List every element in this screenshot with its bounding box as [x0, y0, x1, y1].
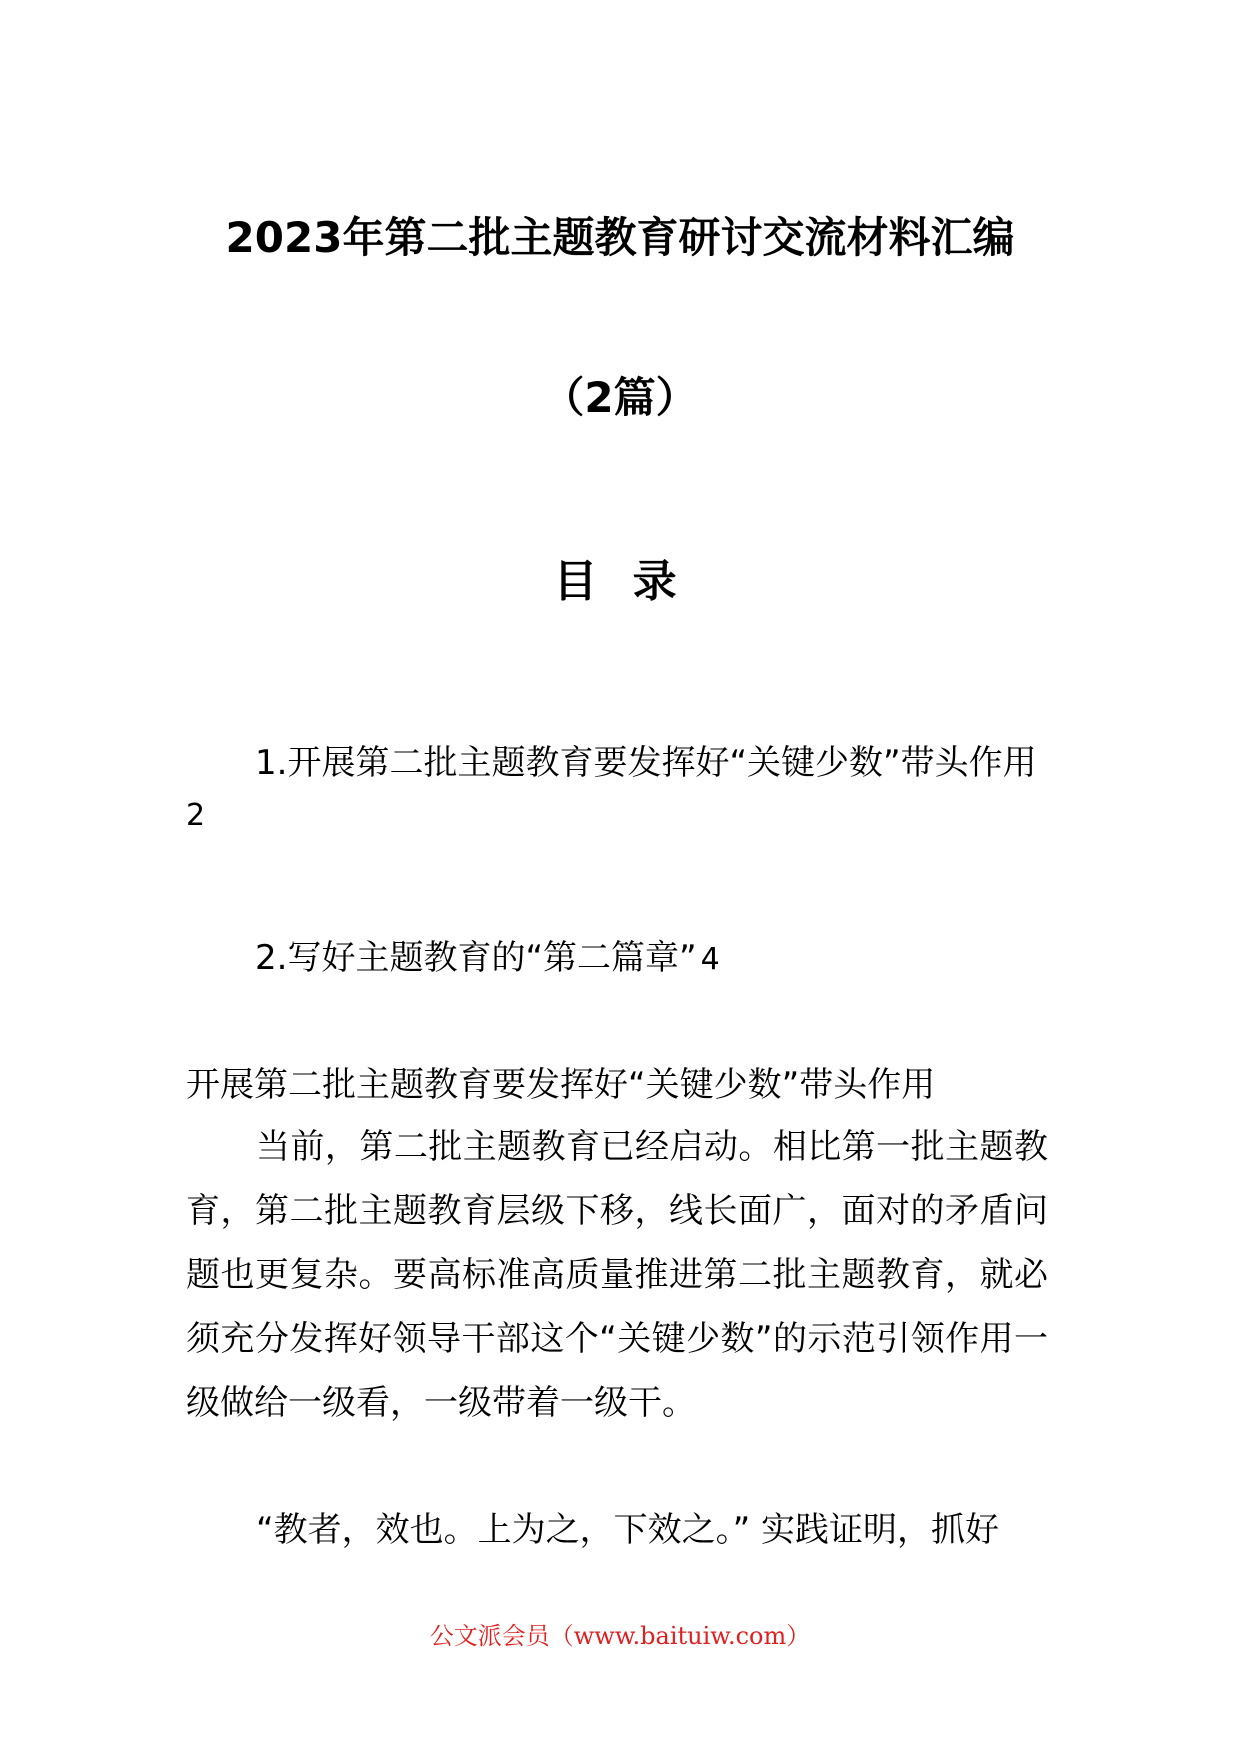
document-subtitle: （2篇）	[542, 373, 698, 422]
toc-item-2-page: 4	[700, 942, 720, 977]
toc-item-2[interactable]	[255, 930, 720, 979]
body-paragraph: 当前，第二批主题教育已经启动。相比第一批主题教育，第二批主题教育层级下移，线长面广，面对的矛盾问题也更复杂。要高标准高质量推进第二批主题教育，就必须充分发挥好领导干部这个“关键少数”的示范引领作用一级做给一级看，一级带着一级干。	[186, 1127, 1048, 1423]
document-title: 2023年第二批主题教育研讨交流材料汇编	[225, 213, 1015, 262]
toc-item-label: 1.开展第二批主题教育要发挥好“关键少数”带头作用	[255, 743, 1037, 783]
toc-item-1[interactable]	[255, 735, 1037, 784]
toc-heading: 目 录	[553, 556, 687, 607]
body-paragraph: “教者，效也。上为之，下效之。” 实践证明，抓好	[256, 1510, 1000, 1550]
toc-item-label: 2.写好主题教育的“第二篇章”	[255, 938, 697, 978]
footer-watermark[interactable]: 公文派会员（www.baituiw.com）	[429, 1622, 811, 1650]
article-title: 开展第二批主题教育要发挥好“关键少数”带头作用	[186, 1065, 936, 1105]
toc-item-1-page: 2	[186, 798, 206, 833]
